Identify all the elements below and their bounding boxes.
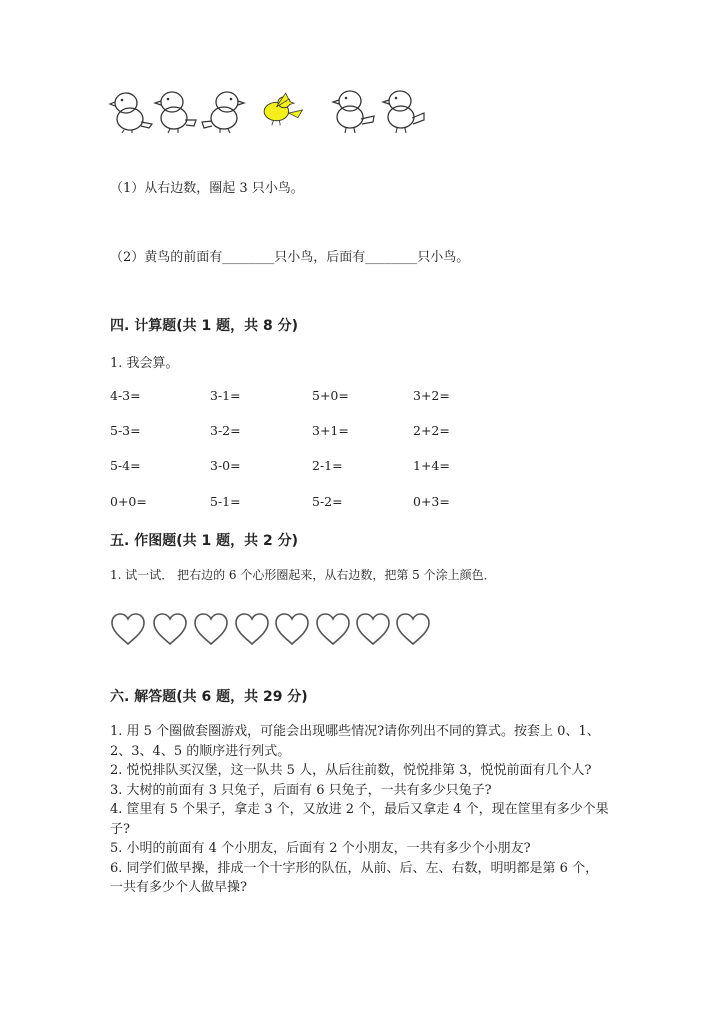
word-problem-list	[110, 722, 610, 898]
q2-suffix: 只小鸟。	[417, 250, 470, 265]
word-problem: 6. 同学们做早操，排成一个十字形的队伍，从前、后、左、右数，明明都是第 6 个，一共有多少个人做早操?	[110, 860, 599, 895]
answer-blank-back[interactable]: ________	[365, 250, 418, 265]
expression: 5-2=	[312, 494, 343, 509]
expression: 4-3=	[110, 388, 141, 403]
word-problem: 3. 大树的前面有 3 只兔子，后面有 6 只兔子，一共有多少只兔子?	[110, 782, 492, 798]
answer-blank-front[interactable]: ________	[222, 250, 275, 265]
heart-icon[interactable]	[234, 612, 270, 648]
q2-middle: 只小鸟，后面有	[274, 250, 366, 265]
bird-icon	[330, 86, 376, 134]
heart-icon[interactable]	[152, 612, 188, 648]
expression: 2-1=	[312, 458, 343, 473]
expression: 1+4=	[413, 458, 450, 473]
word-problem: 1. 用 5 个圈做套圈游戏，可能会出现哪些情况?请你列出不同的算式。按套上 0、1、2、3、4、5 的顺序进行列式。	[110, 724, 600, 759]
bird-icon	[152, 86, 198, 134]
expression: 5-4=	[110, 458, 141, 473]
bird-icon	[380, 86, 426, 134]
expression: 0+0=	[110, 494, 147, 509]
heart-icon[interactable]	[193, 612, 229, 648]
heart-icon[interactable]	[110, 612, 146, 648]
bird-icon	[200, 86, 246, 134]
word-problem: 2. 悦悦排队买汉堡，这一队共 5 人，从后往前数，悦悦排第 3，悦悦前面有几个人?	[110, 763, 592, 778]
word-problem: 5. 小明的前面有 4 个小朋友，后面有 2 个小朋友，一共有多少个小朋友?	[110, 841, 531, 856]
q2-prefix: （2）黄鸟的前面有	[110, 250, 223, 265]
expression: 3-1=	[210, 388, 241, 403]
expression: 2+2=	[413, 423, 450, 438]
expression: 3+2=	[413, 388, 450, 403]
section-title-drawing: 五. 作图题(共 1 题，共 2 分)	[110, 533, 298, 549]
heart-icon[interactable]	[274, 612, 310, 648]
expression: 5-1=	[210, 494, 241, 509]
heart-icon[interactable]	[395, 612, 431, 648]
drawing-question: 1. 试一试． 把右边的 6 个心形圈起来，从右边数，把第 5 个涂上颜色．	[110, 568, 496, 582]
expression: 5-3=	[110, 423, 141, 438]
word-problem: 4. 筐里有 5 个果子，拿走 3 个，又放进 2 个，最后又拿走 4 个，现在筐里有多少个果子?	[110, 802, 609, 837]
expression: 5+0=	[312, 388, 349, 403]
heart-icon[interactable]	[355, 612, 391, 648]
question-circle-birds: （1）从右边数，圈起 3 只小鸟。	[110, 181, 304, 196]
section-title-calculation: 四. 计算题(共 1 题，共 8 分)	[110, 318, 298, 334]
expression: 3-0=	[210, 458, 241, 473]
bird-icon	[108, 86, 154, 134]
expression: 3-2=	[210, 423, 241, 438]
yellow-bird-icon	[258, 86, 304, 134]
expression: 3+1=	[312, 423, 349, 438]
expression: 0+3=	[413, 494, 450, 509]
question-yellow-bird	[110, 246, 469, 265]
calculation-question: 1. 我会算。	[110, 356, 179, 371]
heart-icon[interactable]	[315, 612, 351, 648]
section-title-word-problems: 六. 解答题(共 6 题，共 29 分)	[110, 689, 308, 705]
